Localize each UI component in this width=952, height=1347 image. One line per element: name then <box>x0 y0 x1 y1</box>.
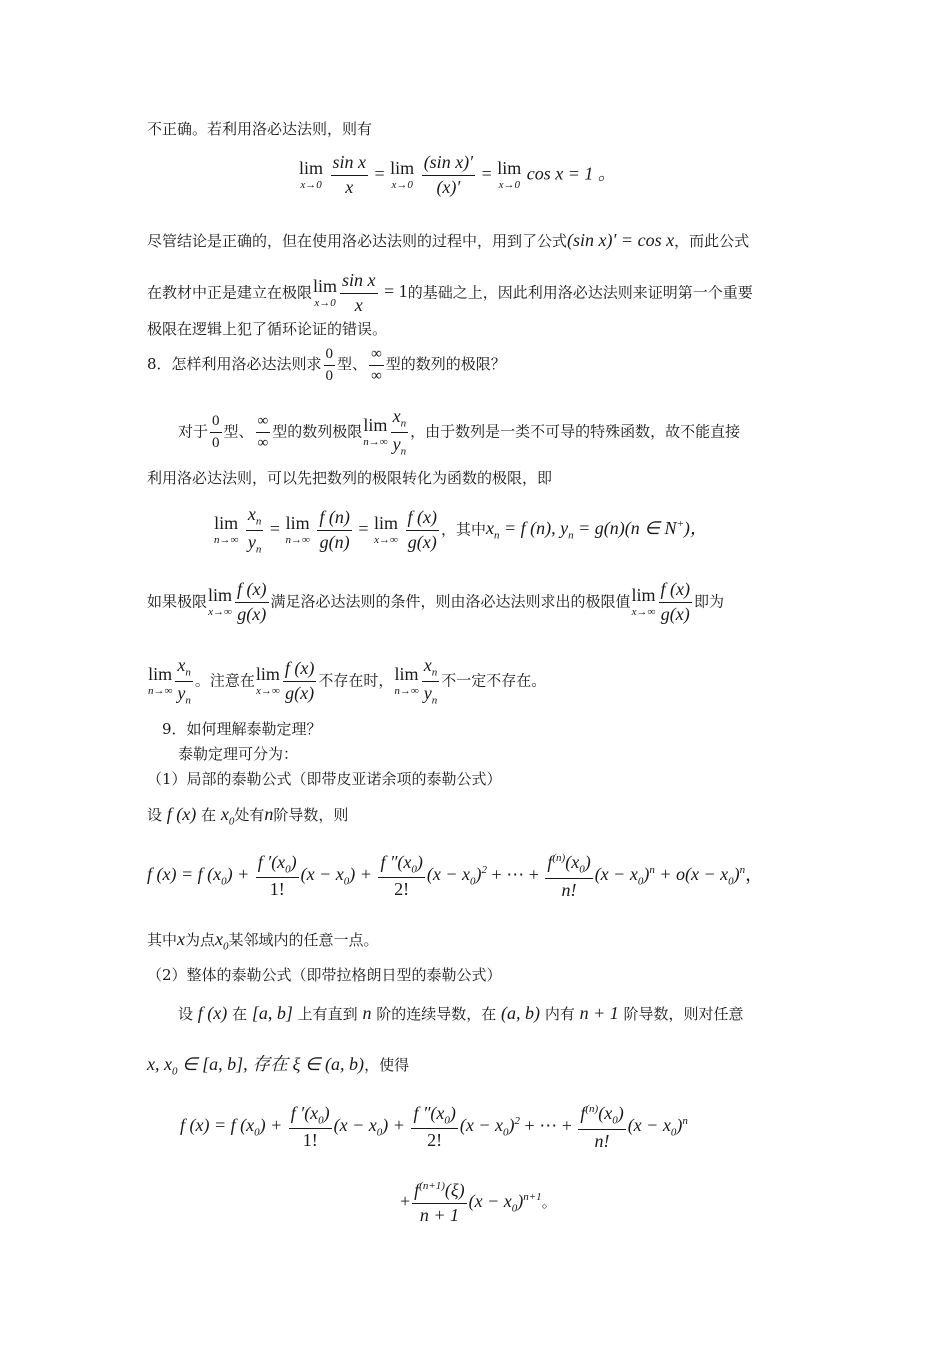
fraction-zero-over-zero: $\frac{0}{0}$ <box>325 346 334 384</box>
fraction-zero-over-zero: $\frac{0}{0}$ <box>212 413 220 451</box>
inline-limit: lim n→∞ $\frac{x_n}{y_n}$ <box>363 406 407 458</box>
fraction: $\frac{\text{sin x}}{x}$ <box>332 152 367 197</box>
paragraph-line: 极限在逻辑上犯了循环论证的错误。 <box>147 320 388 338</box>
fraction-inf-over-inf: ∞ ∞ <box>371 346 382 384</box>
section-heading-2: （2）整体的泰勒公式（即带拉格朗日型的泰勒公式） <box>147 966 502 984</box>
paragraph-line: 其中x为点$x_0$某邻域内的任意一点。 <box>147 929 379 953</box>
paragraph-line: 在教材中正是建立在极限 lim x→0 $\frac{\text{sin x}}{x}$ = 1的基础之上，因此利用洛必达法则来证明第一个重要 <box>147 270 753 315</box>
fraction-inf-over-inf: ∞ ∞ <box>257 413 269 451</box>
question-9: 9．如何理解泰勒定理？ <box>162 720 322 738</box>
equation-lim-sinx: lim x→0 $\frac{\text{sin x}}{x}$ = lim x→0 $\frac{\text{(sin x)′}}{(x)'}$ = lim x→0 cos x = 1 。 <box>299 152 616 197</box>
limit-operator: lim x→0 <box>299 158 324 192</box>
fraction: $\frac{\text{(sin x)′}}{(x)'}$ <box>423 152 474 197</box>
paragraph-line: 对于 $\frac{0}{0}$ 型、 ∞ ∞ 型的数列极限 lim n→∞ $\frac{x_n}{y_n}$ ，由于数列是一类不可导的特殊函数，故不能直接 <box>178 406 741 458</box>
section-heading-1: （1）局部的泰勒公式（即带皮亚诺余项的泰勒公式） <box>147 770 502 788</box>
equation-lagrange-remainder: + $\frac{f^{(n+1)}(\xi)}{n + 1}$ $(x - x_0)^{n+1}$。 <box>400 1180 557 1225</box>
equation-sequence-limit: lim n→∞ $\frac{x_n}{y_n}$ = lim n→∞ $\frac{f (n)}{g(n)}$ = lim x→∞ $\frac{f (x)}{g(x)}$ ，其中$x_n = f$ (n), $y_n = g(n)(n$ ∈ N+)， <box>214 504 708 556</box>
equation-taylor-peano: f (x) = f $(x_0)$ + $\frac{f '(x_0)}{1!}$ $(x - x_0)$ + $\frac{f ''(x_0)}{2!}$ $(x - x_0)^2$ + ⋯ + $\frac{f^{(n)}(x_0)}{n!}$ $(x - x_0)^n + o(x - x_0)^n$， <box>147 851 764 900</box>
paragraph-line: 设 f (x) 在 [a, b] 上有直到 n 阶的连续导数，在 (a, b) 内有 n + 1 阶导数，则对任意 <box>178 1003 744 1023</box>
paragraph-line: lim n→∞ $\frac{x_n}{y_n}$ 。注意在 lim x→∞ $\frac{f (x)}{g(x)}$ 不存在时， lim n→∞ $\frac{x_n}{y_n}$ 不一定不存在。 <box>148 655 547 707</box>
paragraph-line: 不正确。若利用洛必达法则，则有 <box>147 120 373 138</box>
limit-operator: lim x→0 <box>497 158 522 192</box>
paragraph-line: 尽管结论是正确的，但在使用洛必达法则的过程中，用到了公式(sin x)′ = cos x，而此公式 <box>147 230 750 250</box>
paragraph-line: x, $x_0$ ∈ [a, b], 存在 ξ ∈ (a, b)，使得 <box>147 1054 410 1078</box>
paragraph-line: 设 f (x) 在 $x_0$处有n阶导数，则 <box>147 804 349 828</box>
limit-operator: lim x→0 <box>390 158 415 192</box>
question-8: 8．怎样利用洛必达法则求 $\frac{0}{0}$ 型、 ∞ ∞ 型的数列的极限？ <box>147 346 506 384</box>
paragraph-line: 利用洛必达法则，可以先把数列的极限转化为函数的极限，即 <box>147 469 553 487</box>
equation-taylor-lagrange: f (x) = f $(x_0)$ + $\frac{f '(x_0)}{1!}$ $(x - x_0)$ + $\frac{f ''(x_0)}{2!}$ $(x - x_0)^2$ + ⋯ + $\frac{f^{(n)}(x_0)}{n!}$ $(x - x_0)^n$ <box>180 1102 688 1151</box>
inline-formula: (sin x)′ = cos x <box>567 230 675 250</box>
paragraph-line: 如果极限 lim x→∞ $\frac{f (x)}{g(x)}$ 满足洛必达法则的条件，则由洛必达法则求出的极限值 lim x→∞ $\frac{f (x)}{g(x)}$ 即为 <box>147 579 725 624</box>
paragraph-line: 泰勒定理可分为： <box>178 745 299 763</box>
inline-limit: lim x→0 $\frac{\text{sin x}}{x}$ = 1 <box>313 270 408 315</box>
